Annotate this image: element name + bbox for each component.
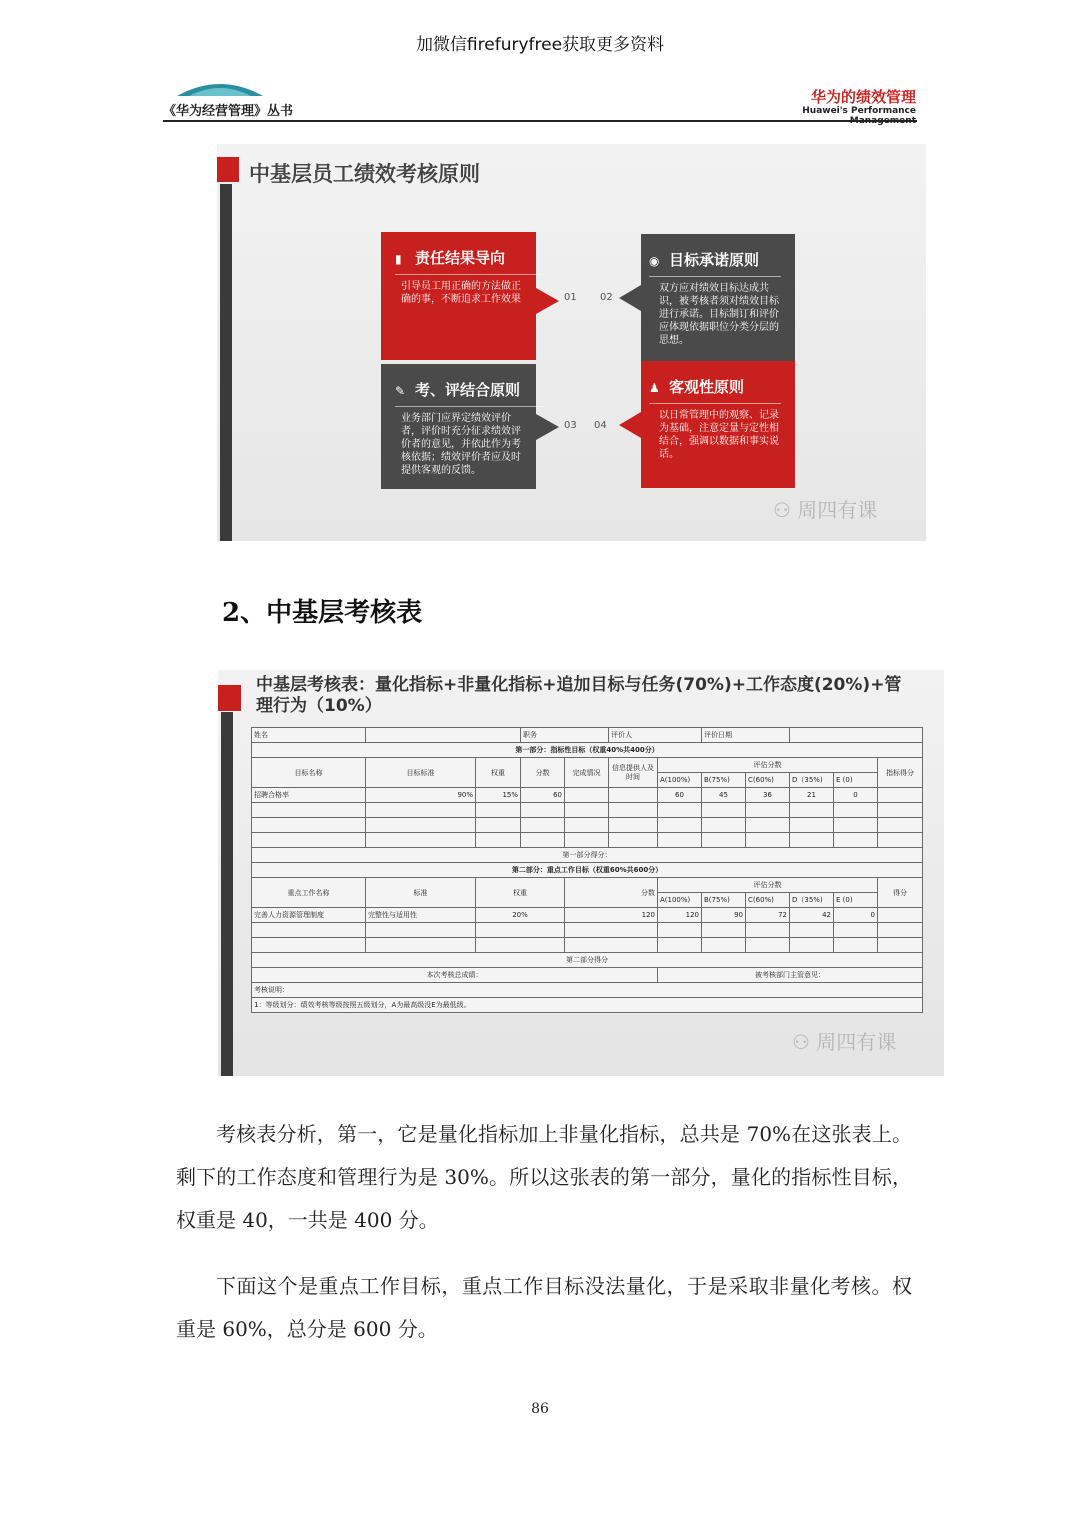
table-row: [252, 818, 923, 833]
slide-title: 中基层考核表：量化指标+非量化指标+追加目标与任务(70%)+工作态度(20%)+管理行为（10%）: [256, 675, 902, 716]
wechat-icon: ⚇: [792, 1030, 817, 1054]
table-subtotal: 第二部分得分: [252, 953, 923, 968]
table-cell: [878, 908, 923, 923]
table-row: [252, 983, 923, 998]
card-title: 目标承诺原则: [669, 251, 760, 269]
table-row: [252, 923, 923, 938]
table-header: 重点工作名称: [252, 878, 366, 908]
table-row: [252, 968, 923, 983]
table-cell: 0: [834, 788, 878, 803]
card-body: 以日常管理中的观察、记录为基础，注意定量与定性相结合，强调以数据和事实说话。: [659, 410, 779, 460]
table-header: A(100%): [658, 773, 702, 788]
table-cell: 36: [746, 788, 790, 803]
table-header: 信息提供人及时间: [609, 758, 658, 788]
card-number: 02: [600, 292, 613, 303]
table-cell: 20%: [476, 908, 565, 923]
table-header: 标准: [366, 878, 476, 908]
card-body: 业务部门应界定绩效评价者，评价时充分征求绩效评价者的意见，并依此作为考核依据；绩效评价者应及时提供客观的反馈。: [401, 413, 521, 476]
table-cell: 评价人: [609, 728, 702, 743]
table-row: [252, 758, 923, 773]
table-subtotal: 第一部分得分：: [252, 848, 923, 863]
table-header: 评估分数: [658, 878, 878, 893]
slide-accent-bar: [221, 712, 233, 1076]
card-number: 03: [564, 420, 577, 431]
table-header: E (0): [834, 893, 878, 908]
header-divider: [163, 120, 917, 122]
table-header: 目标名称: [252, 758, 366, 788]
page-number: 86: [531, 1401, 549, 1417]
table-header: C(60%): [746, 893, 790, 908]
table-row: [252, 863, 923, 878]
table-total: 本次考核总成绩：: [252, 968, 658, 983]
table-header: D（35%): [790, 773, 834, 788]
table-cell: 90: [702, 908, 746, 923]
location-pin-icon: ◉: [649, 254, 660, 268]
table-cell: [366, 728, 521, 743]
card-number: 01: [564, 292, 577, 303]
table-header: 权重: [476, 758, 521, 788]
table-header: D（35%): [790, 893, 834, 908]
principle-card-2: [619, 234, 795, 361]
table-row: [252, 728, 923, 743]
table-dept-opinion: 被考核部门主管意见：: [658, 968, 923, 983]
table-cell: 120: [658, 908, 702, 923]
table-header: B(75%): [702, 773, 746, 788]
user-icon: ♟: [649, 381, 660, 395]
table-cell: [878, 788, 923, 803]
table-cell: 60: [521, 788, 565, 803]
table-header: 完成情况: [565, 758, 609, 788]
section-heading: 2、中基层考核表: [222, 598, 423, 628]
table-section-title: 第一部分：指标性目标（权重40%共400分）: [252, 743, 923, 758]
evaluation-table: [251, 727, 923, 1013]
table-row: [252, 743, 923, 758]
table-cell: 完整性与适用性: [366, 908, 476, 923]
table-cell: 完善人力资源管理制度: [252, 908, 366, 923]
table-header: C(60%): [746, 773, 790, 788]
table-note-text: 1：等级划分：绩效考核等级按照五级划分，A为最高级没E为最低级。: [252, 998, 923, 1013]
card-title: 责任结果导向: [415, 249, 506, 267]
table-cell: [609, 788, 658, 803]
slide-accent-red: [218, 685, 241, 711]
table-cell: 21: [790, 788, 834, 803]
body-paragraph: 考核表分析，第一，它是量化指标加上非量化指标，总共是 70%在这张表上。剩下的工作态度和管理行为是 30%。所以这张表的第一部分，量化的指标性目标，权重是 40，一共是 400 分。: [176, 1122, 912, 1232]
table-header: 指标得分: [878, 758, 923, 788]
body-paragraph: 下面这个是重点工作目标，重点工作目标没法量化，于是采取非量化考核。权重是 60%，总分是 600 分。: [176, 1274, 912, 1341]
table-row: [252, 848, 923, 863]
evaluation-form-slide: [218, 670, 944, 1076]
card-body: 双方应对绩效目标达成共识，被考核者须对绩效目标进行承诺。目标制订和评价应体现依据职位分类分层的思想。: [659, 283, 779, 346]
table-section-title: 第二部分：重点工作目标（权重60%共600分）: [252, 863, 923, 878]
table-cell: 90%: [366, 788, 476, 803]
slide-title: 中基层员工绩效考核原则: [249, 162, 480, 186]
table-header: 目标标准: [366, 758, 476, 788]
table-header: 得分: [878, 878, 923, 908]
table-cell: 职务: [521, 728, 609, 743]
table-cell: 45: [702, 788, 746, 803]
table-header: 分数: [565, 878, 658, 908]
wechat-watermark: [773, 494, 877, 523]
series-logo: [175, 78, 265, 98]
table-cell: 15%: [476, 788, 521, 803]
table-header: 分数: [521, 758, 565, 788]
table-cell: [790, 728, 923, 743]
table-header: 权重: [476, 878, 565, 908]
table-cell: 0: [834, 908, 878, 923]
table-cell: 招聘合格率: [252, 788, 366, 803]
edit-icon: ✎: [395, 384, 406, 398]
principles-slide: [217, 144, 926, 541]
table-row: [252, 833, 923, 848]
table-cell: 72: [746, 908, 790, 923]
table-note-label: 考核说明：: [252, 983, 923, 998]
series-title: 《华为经营管理》丛书: [163, 104, 294, 119]
principle-card-1: [381, 232, 559, 360]
table-row: [252, 803, 923, 818]
table-header: B(75%): [702, 893, 746, 908]
table-header: A(100%): [658, 893, 702, 908]
table-cell: 42: [790, 908, 834, 923]
table-cell: [565, 788, 609, 803]
table-row: [252, 953, 923, 968]
card-number: 04: [594, 420, 607, 431]
top-watermark-text: 加微信firefuryfree获取更多资料: [415, 35, 665, 55]
table-row: [252, 788, 923, 803]
wechat-watermark: [792, 1026, 896, 1055]
wechat-watermark-text: 周四有课: [797, 498, 878, 522]
table-row: [252, 998, 923, 1013]
table-cell: 120: [565, 908, 658, 923]
table-row: [252, 938, 923, 953]
principle-card-3: [381, 364, 559, 489]
table-header: E (0): [834, 773, 878, 788]
card-title: 客观性原则: [669, 378, 745, 396]
table-row: [252, 878, 923, 893]
bookmark-icon: ▮: [395, 252, 402, 266]
table-header: 评估分数: [658, 758, 878, 773]
slide-accent-red: [217, 157, 239, 182]
table-cell: 姓名: [252, 728, 366, 743]
card-title: 考、评结合原则: [415, 381, 521, 399]
principle-card-4: [619, 361, 795, 488]
table-cell: 60: [658, 788, 702, 803]
brand-title-en: Huawei's Performance: [802, 106, 916, 116]
wechat-watermark-text: 周四有课: [816, 1030, 897, 1054]
table-cell: 评价日期: [702, 728, 790, 743]
table-row: [252, 908, 923, 923]
card-body: 引导员工用正确的方法做正确的事，不断追求工作效果: [401, 281, 521, 305]
brand-title-cn: 华为的绩效管理: [810, 88, 916, 106]
wechat-icon: ⚇: [773, 498, 798, 522]
slide-accent-bar: [220, 184, 232, 541]
